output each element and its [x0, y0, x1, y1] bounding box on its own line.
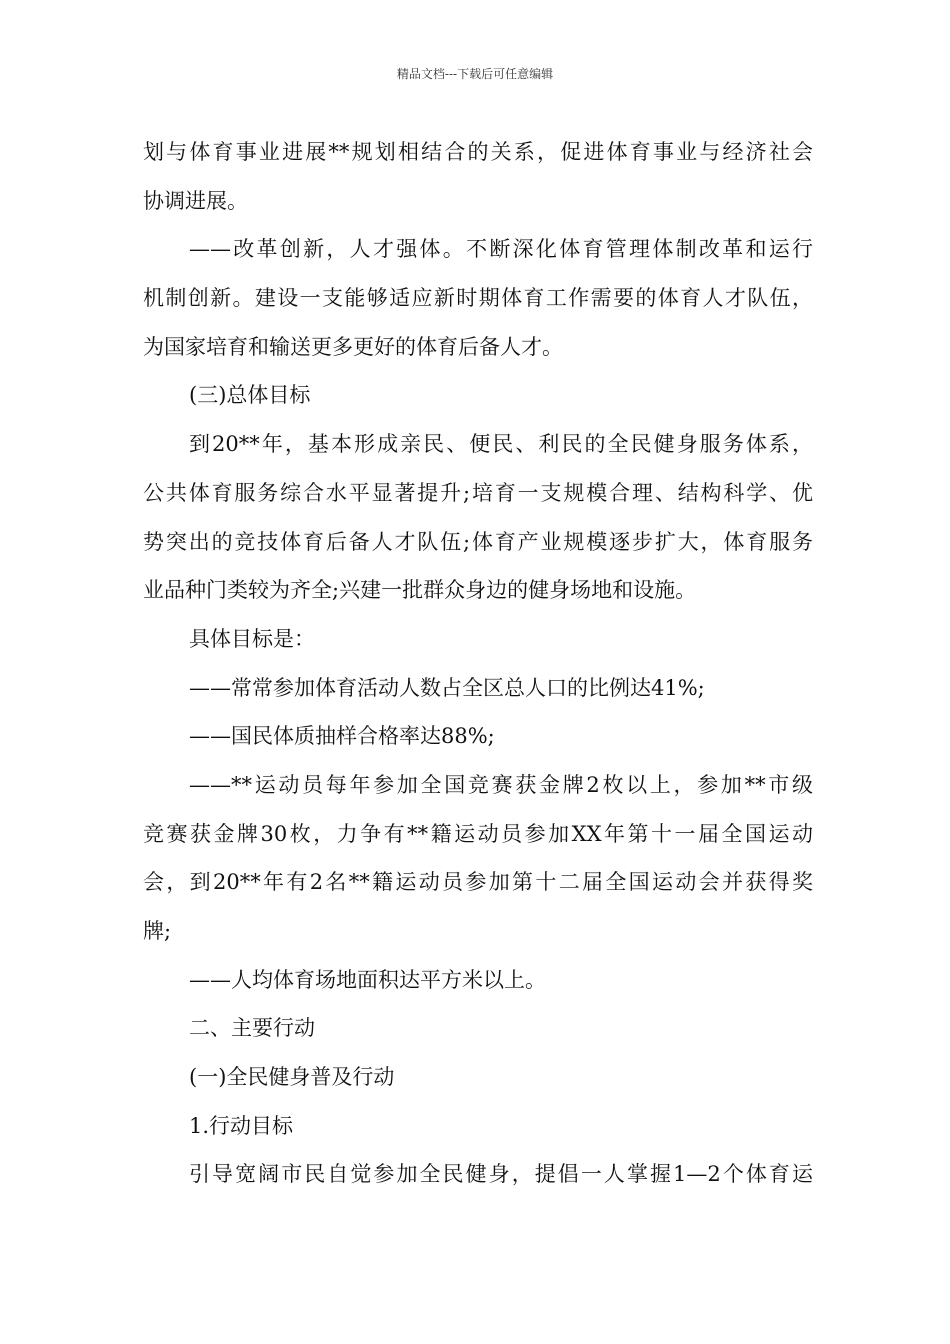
text-line: 牌; — [143, 919, 172, 943]
text-line: 为国家培育和输送更多更好的体育后备人才。 — [143, 334, 563, 359]
text-line: 会，到20**年有2名**籍运动员参加第十二届全国运动会并获得奖 — [143, 870, 813, 895]
text-line: ——常常参加体育活动人数占全区总人口的比例达41%; — [189, 675, 705, 700]
text-line: 势突出的竞技体育后备人才队伍;体育产业规模逐步扩大，体育服务 — [143, 529, 813, 554]
document-body — [143, 128, 813, 1199]
text-line: 竞赛获金牌30枚，力争有**籍运动员参加XX年第十一届全国运动 — [143, 821, 813, 846]
text-line: 到20**年，基本形成亲民、便民、利民的全民健身服务体系， — [189, 432, 813, 457]
text-line: 具体目标是： — [189, 626, 315, 651]
text-line: ——**运动员每年参加全国竞赛获金牌2枚以上，参加**市级 — [189, 772, 813, 797]
text-line: 引导宽阔市民自觉参加全民健身，提倡一人掌握1—2个体育运 — [189, 1162, 813, 1187]
text-line: 协调进展。 — [143, 188, 248, 213]
text-line: 业品种门类较为齐全;兴建一批群众身边的健身场地和设施。 — [143, 578, 697, 603]
text-line: 划与体育事业进展**规划相结合的关系，促进体育事业与经济社会 — [143, 140, 813, 164]
text-line: ——人均体育场地面积达平方米以上。 — [189, 967, 546, 992]
text-line: 机制创新。建设一支能够适应新时期体育工作需要的体育人才队伍， — [143, 286, 813, 311]
text-line: ——改革创新，人才强体。不断深化体育管理体制改革和运行 — [189, 237, 813, 262]
section-heading: (一)全民健身普及行动 — [189, 1065, 395, 1090]
page-header: 精品文档---下载后可任意编辑 — [396, 67, 554, 81]
section-heading: (三)总体目标 — [189, 383, 311, 408]
section-heading: 二、主要行动 — [189, 1016, 315, 1041]
section-heading: 1.行动目标 — [189, 1113, 294, 1138]
text-line: ——国民体质抽样合格率达88%; — [189, 724, 495, 749]
text-line: 公共体育服务综合水平显著提升;培育一支规模合理、结构科学、优 — [143, 480, 813, 505]
